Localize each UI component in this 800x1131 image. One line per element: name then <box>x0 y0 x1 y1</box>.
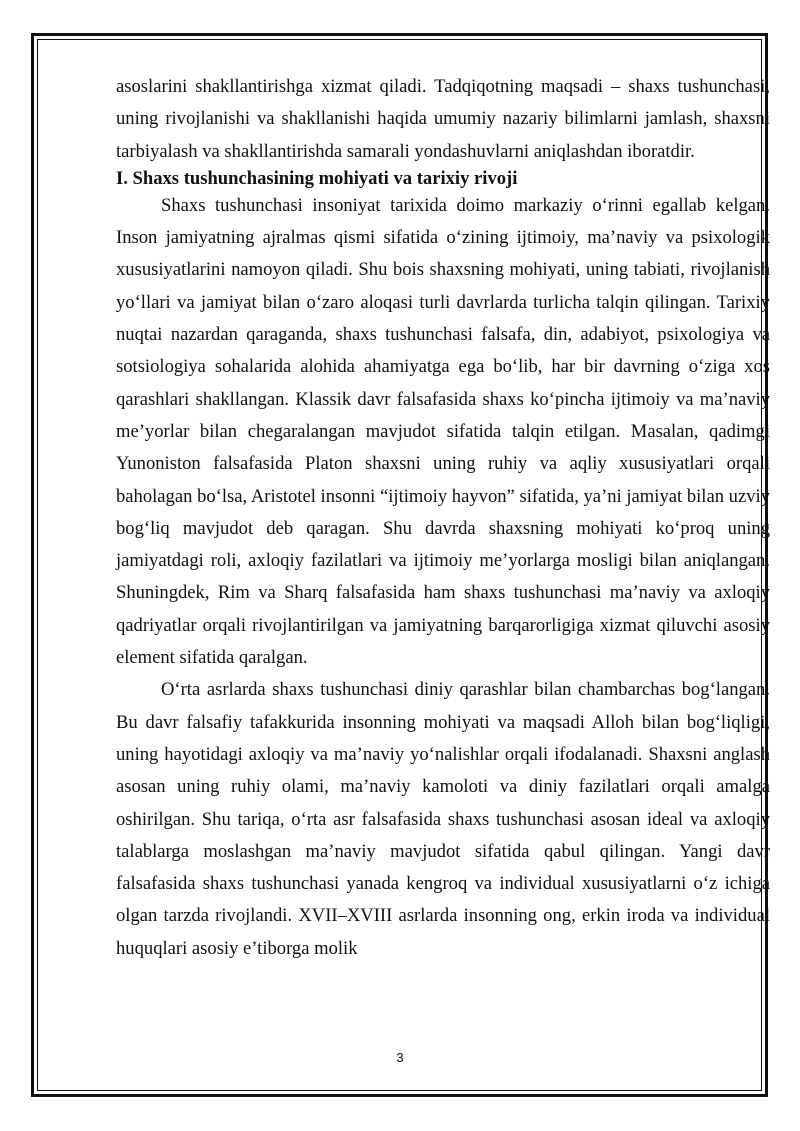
section-heading: I. Shaxs tushunchasining mohiyati va tarixiy rivoji <box>116 167 518 189</box>
page-number: 3 <box>396 1050 404 1065</box>
page-body <box>116 71 770 965</box>
body-paragraph: Shaxs tushunchasi insoniyat tarixida doimo markaziy o‘rinni egallab kelgan. Inson jamiyatning ajralmas qismi sifatida o‘zining ijtimoiy, ma’naviy va psixologik xususiyatlarini namoyon qiladi. Shu bois shaxsning mohiyati, uning tabiati, rivojlanish yo‘llari va jamiyat bilan o‘zaro aloqasi turli davrlarda turlicha talqin qilingan. Tarixiy nuqtai nazardan qaraganda, shaxs tushunchasi falsafa, din, adabiyot, psixologiya va sotsiologiya sohalarida alohida ahamiyatga ega bo‘lib, har bir davrning o‘ziga xos qarashlari shakllangan. Klassik davr falsafasida shaxs ko‘pincha ijtimoiy va ma’naviy me’yorlar bilan chegaralangan mavjudot sifatida talqin etilgan. Masalan, qadimgi Yunoniston falsafasida Platon shaxsni uning ruhiy va aqliy xususiyatlari orqali baholagan bo‘lsa, Aristotel insonni “ijtimoiy hayvon” sifatida, ya’ni jamiyat bilan uzviy bog‘liq mavjudot deb qaragan. Shu davrda shaxsning mohiyati ko‘proq uning jamiyatdagi roli, axloqiy fazilatlari va ijtimoiy me’yorlarga mosligi bilan aniqlangan. Shuningdek, Rim va Sharq falsafasida ham shaxs tushunchasi ma’naviy va axloqiy qadriyatlar orqali rivojlantirilgan va jamiyatning barqarorligiga xizmat qiluvchi asosiy element sifatida qaralgan. <box>116 194 770 669</box>
continuation-paragraph: asoslarini shakllantirishga xizmat qiladi. Tadqiqotning maqsadi – shaxs tushunchasi, uning rivojlanishi va shakllanishi haqida umumiy nazariy bilimlarni jamlash, shaxsni tarbiyalash va shakllantirishda samarali yondashuvlarni aniqlashdan iboratdir. <box>116 76 770 162</box>
body-paragraph: O‘rta asrlarda shaxs tushunchasi diniy qarashlar bilan chambarchas bog‘langan. Bu davr falsafiy tafakkurida insonning mohiyati va maqsadi Alloh bilan bog‘liqligi, uning hayotidagi axloqiy va ma’naviy yo‘nalishlar orqali ifodalanadi. Shaxsni anglash asosan uning ruhiy olami, ma’naviy kamoloti va diniy fazilatlari orqali amalga oshirilgan. Shu tariqa, o‘rta asr falsafasida shaxs tushunchasi asosan ideal va axloqiy talablarga moslashgan ma’naviy mavjudot sifatida qabul qilingan. Yangi davr falsafasida shaxs tushunchasi yanada kengroq va individual xususiyatlarni o‘z ichiga olgan tarzda rivojlandi. XVII–XVIII asrlarda insonning ong, erkin iroda va individual huquqlari asosiy e’tiborga molik <box>116 679 770 959</box>
